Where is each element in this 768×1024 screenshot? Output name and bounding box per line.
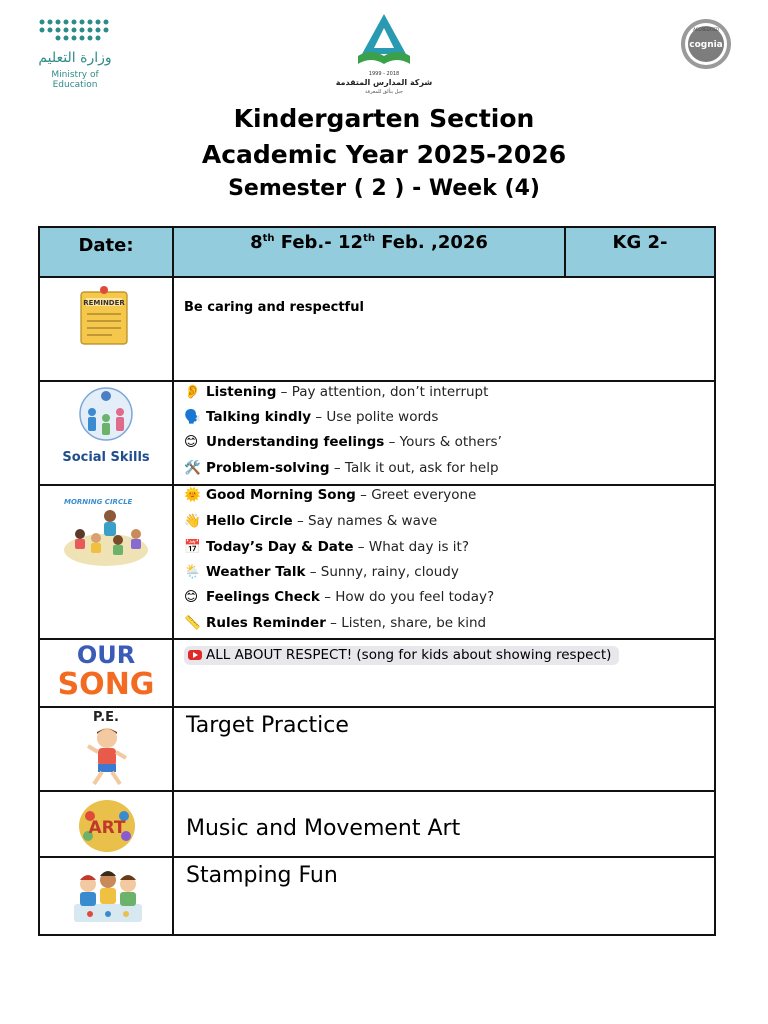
- morning-circle-item: 👋 Hello Circle – Say names & wave: [184, 513, 438, 529]
- reminder-note-icon: [78, 284, 132, 346]
- morning-circle-icon: [60, 494, 152, 574]
- social-skill-item: 🛠️ Problem-solving – Talk it out, ask for help: [184, 460, 499, 476]
- cognia-seal-icon: [680, 18, 732, 70]
- school-tagline: جيل يتألق للمعرفة: [365, 89, 403, 95]
- academic-year-title: Academic Year 2025-2026: [201, 140, 567, 169]
- morning-circle-item: 🌦️ Weather Talk – Sunny, rainy, cloudy: [184, 564, 459, 580]
- cognia-accredited-text: ACCREDITED: [693, 27, 719, 32]
- moe-dots-icon: [36, 16, 116, 46]
- waving-hand-icon: 👋: [184, 513, 201, 529]
- art-icon-cell: [38, 790, 174, 858]
- semester-week-title: Semester ( 2 ) - Week (4): [228, 176, 540, 201]
- youtube-icon: [188, 650, 202, 660]
- social-skills-icon-cell: [38, 380, 174, 486]
- date-label: Date:: [78, 235, 134, 256]
- craft-activity: Stamping Fun: [186, 863, 338, 888]
- class-cell: [564, 226, 716, 278]
- morning-circle-icon-cell: [38, 484, 174, 640]
- school-years: 1999 - 2018: [368, 71, 400, 77]
- song-icon-line2: SONG: [57, 667, 155, 702]
- running-child-icon: [82, 726, 132, 788]
- social-skills-icon: [76, 386, 136, 442]
- morning-circle-icon-label: MORNING CIRCLE: [64, 498, 133, 506]
- moe-arabic-name: وزارة التعليم: [38, 50, 112, 66]
- date-label-cell: [38, 226, 174, 278]
- school-logo: [334, 12, 434, 95]
- weather-icon: 🌦️: [184, 564, 201, 580]
- pe-activity: Target Practice: [186, 713, 349, 738]
- weekly-plan-table: [38, 226, 716, 936]
- moe-english-name: Ministry of Education: [51, 70, 99, 90]
- pe-icon-cell: [38, 706, 174, 792]
- smiling-face-icon: 😊: [184, 589, 199, 605]
- song-cell: [172, 638, 716, 708]
- morning-circle-item: 🌞 Good Morning Song – Greet everyone: [184, 487, 477, 503]
- cognia-logo: [680, 18, 732, 70]
- morning-circle-item: 📅 Today’s Day & Date – What day is it?: [184, 539, 470, 555]
- section-title: Kindergarten Section: [233, 104, 535, 133]
- morning-circle-list-cell: [172, 484, 716, 640]
- social-skill-item: 👂 Listening – Pay attention, don’t interrupt: [184, 384, 489, 400]
- smiling-face-icon: 😊: [184, 434, 199, 450]
- song-icon-line1: OUR: [76, 641, 136, 669]
- craft-icon-cell: [38, 856, 174, 936]
- kids-crafting-icon: [70, 864, 146, 930]
- school-emblem-icon: [334, 12, 434, 72]
- reminder-text-cell: [172, 276, 716, 382]
- pe-icon-label: P.E.: [93, 710, 119, 725]
- sun-icon: 🌞: [184, 487, 201, 503]
- cognia-name: cognia: [689, 40, 723, 50]
- ear-icon: 👂: [184, 384, 201, 400]
- art-cell: [172, 790, 716, 858]
- art-icon-label: ART: [88, 818, 126, 838]
- reminder-text: Be caring and respectful: [184, 300, 364, 315]
- social-skill-item: 🗣️ Talking kindly – Use polite words: [184, 409, 439, 425]
- date-value: 8th Feb.- 12th Feb. ,2026: [250, 232, 488, 253]
- song-link[interactable]: ALL ABOUT RESPECT! (song for kids about showing respect): [184, 646, 619, 665]
- art-palette-icon: [74, 796, 140, 856]
- school-name-arabic: شركة المدارس المتقدمة: [335, 78, 433, 87]
- reminder-icon-label: REMINDER: [83, 299, 125, 307]
- song-icon-cell: [38, 638, 174, 708]
- morning-circle-item: 😊 Feelings Check – How do you feel today?: [184, 589, 495, 605]
- morning-circle-item: 📏 Rules Reminder – Listen, share, be kind: [184, 615, 487, 631]
- pe-cell: [172, 706, 716, 792]
- ministry-of-education-logo: [30, 14, 120, 90]
- reminder-icon-cell: [38, 276, 174, 382]
- social-skills-label: Social Skills: [62, 450, 150, 465]
- speaking-head-icon: 🗣️: [184, 409, 201, 425]
- calendar-icon: 📅: [184, 539, 201, 555]
- date-value-cell: [172, 226, 566, 278]
- tools-icon: 🛠️: [184, 460, 201, 476]
- ruler-icon: 📏: [184, 615, 201, 631]
- social-skill-item: 😊 Understanding feelings – Yours & others’: [184, 434, 502, 450]
- craft-cell: [172, 856, 716, 936]
- class-label: KG 2-: [612, 232, 668, 253]
- social-skills-list-cell: [172, 380, 716, 486]
- art-activity: Music and Movement Art: [186, 816, 461, 841]
